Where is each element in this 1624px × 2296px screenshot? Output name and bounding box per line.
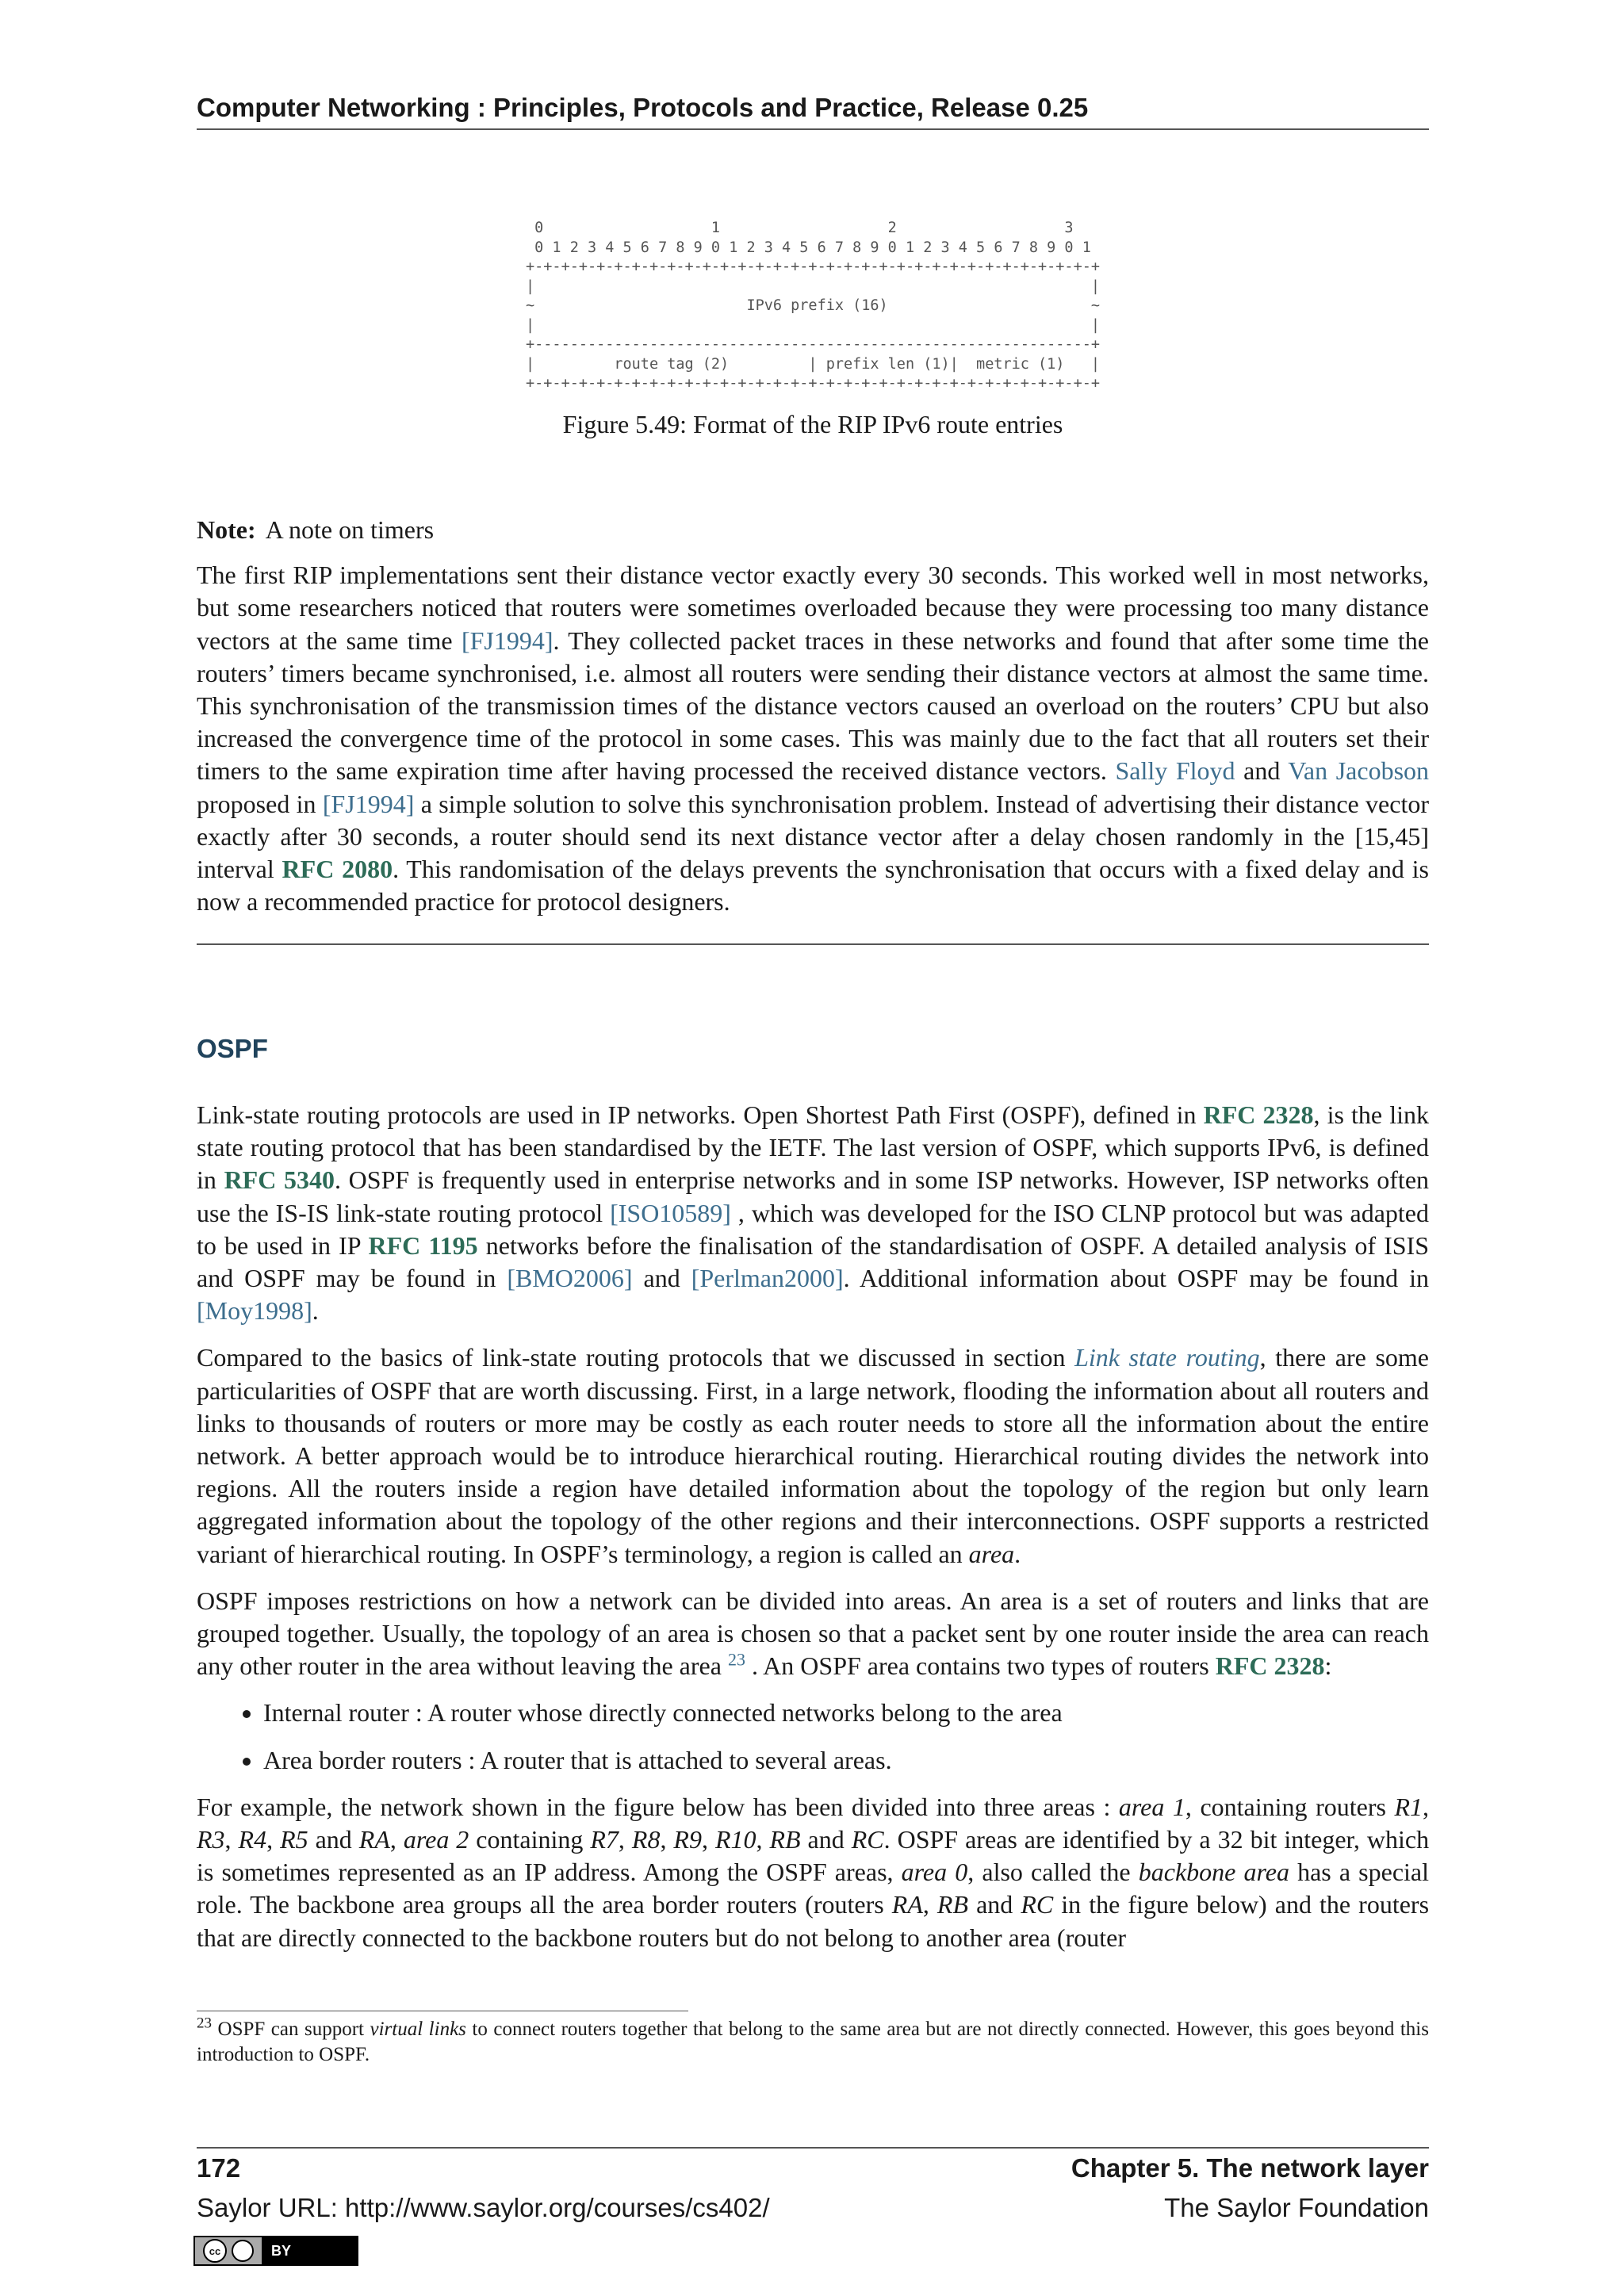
paragraph: Link-state routing protocols are used in IP networks. Open Shortest Path First (OSPF), defined in RFC 2328, is the link state routing protocol that has been standardised by the IETF. The last version of OSPF, which supports IPv6, is defined in RFC 5340. OSPF is frequently used in enterprise networks and in some ISP networks. However, ISP networks often use the IS-IS link-state routing protocol [ISO10589] , which was developed for the ISO CLNP protocol but was adapted to be used in IP RFC 1195 networks before the finalisation of the standardisation of OSPF. A detailed analysis of ISIS and OSPF may be found in [BMO2006] and [Perlman2000]. Additional information about OSPF may be found in [Moy1998]. [197,1100,1430,1326]
note-heading: A note on timers [265,515,435,544]
note-paragraph: The first RIP implementations sent their distance vector exactly every 30 seconds. This worked well in most networks, but some researchers noticed that routers were sometimes overloaded because they were processing too many distance vectors at the same time [FJ1994]. They collected packet traces in these networks and found that after some time the routers’ timers became synchronised, i.e. almost all routers were sending their distance vectors at almost the same time. This synchronisation of the transmission times of the distance vectors caused an overload on the routers’ CPU but also increased the convergence time of the protocol in some cases. This was mainly due to the fact that all routers set their timers to the same expiration time after having processed the received distance vectors. Sally Floyd and Van Jacobson proposed in [FJ1994] a simple solution to solve this synchronisation problem. Instead of advertising their distance vector exactly after 30 seconds, a router should send its next distance vector after a delay chosen randomly in the [15,45] interval RFC 2080. This randomisation of the delays prevents the synchronisation that occurs with a fixed delay and is now a recommended practice for protocol designers. [197,561,1430,916]
cc-by-label: BY [271,2242,292,2259]
citation-link[interactable]: [ISO10589] [610,1198,731,1227]
rfc-link[interactable]: RFC 2080 [282,855,393,884]
footer-divider [197,2147,1429,2149]
section-heading: OSPF [197,1034,268,1063]
route-entry-diagram: 0 1 2 3 0 1 2 3 4 5 6 7 8 9 0 1 2 3 4 5 6 7 8 9 0 1 2 3 4 5 6 7 8 9 0 1 +-+-+-+-+-+-+-+-+-+-+-+-+-+-+-+-+-+-+-+-+-+-+-+-+-+-+-+-+-+-+-+-+ | | ~ IPv6 prefix (16) ~ | | +---------------------------------------------------------------+ | route tag (2) | prefix len (1)| metric (1) | +-+-+-+-+-+-+-+-+-+-+-+-+-+-+-+-+-+-+-+-+-+-+-+-+-+-+-+-+-+-+-+-+ [526,220,1100,392]
section-link[interactable]: Link state routing [1074,1343,1260,1372]
cc-icon: cc [195,2237,262,2264]
ospf-section-body [197,1099,1429,1969]
figure-caption: Figure 5.49: Format of the RIP IPv6 route entries [562,409,1063,438]
rfc-link[interactable]: RFC 1195 [368,1230,478,1260]
saylor-url[interactable]: Saylor URL: http://www.saylor.org/courses/cs402/ [197,2193,770,2222]
note-box [197,514,1429,945]
foundation-label: The Saylor Foundation [1164,2193,1429,2222]
footnote: $^{23}$ OSPF can support virtual links to connect routers together that belong to the same area but are not directly connected. However, this goes beyond this introduction to OSPF. [197,2015,1429,2065]
footer-row [197,2193,1429,2223]
paragraph: For example, the network shown in the figure below has been divided into three areas : area 1, containing routers R1, R3, R4, R5 and RA, area 2 containing R7, R8, R9, R10, RB and RC. OSPF areas are identified by a 32 bit integer, which is sometimes represented as an IP address. Among the OSPF areas, area 0, also called the backbone area has a special role. The backbone area groups all the area border routers (routers RA, RB and RC in the figure below) and the routers that are directly connected to the backbone routers but do not belong to another area (router [197,1792,1430,1952]
running-header: Computer Networking : Principles, Protocols and Practice, Release 0.25 [197,89,1429,130]
rfc-link[interactable]: RFC 5340 [224,1165,335,1195]
paragraph: Compared to the basics of link-state routing protocols that we discussed in section Link state routing, there are some particularities of OSPF that are worth discussing. First, in a large network, flooding the information about all routers and links to thousands of routers or more may be costly as each router needs to store all the information about the entire network. A better approach would be to introduce hierarchical routing. Hierarchical routing divides the network into regions. All the routers inside a region have detailed information about the topology of the region but only learn aggregated information about the topology of the other regions and their interconnections. OSPF supports a restricted variant of hierarchical routing. In OSPF’s terminology, a region is called an area. [197,1343,1430,1568]
page-number: 172 [197,2153,241,2183]
rfc-link[interactable]: RFC 2328 [1203,1100,1314,1129]
citation-link[interactable]: [BMO2006] [507,1264,633,1293]
citation-link[interactable]: [FJ1994] [461,626,553,655]
list-item: • Area border routers : A router that is attached to several areas. [263,1744,1429,1777]
cc-license-badge[interactable] [193,2236,358,2266]
rip-ipv6-figure [197,219,1429,442]
note-title [197,514,1429,546]
footer-row [197,2153,1429,2183]
attribution-icon [232,2240,254,2262]
chapter-label: Chapter 5. The network layer [1071,2153,1429,2183]
person-link-sally-floyd[interactable]: Sally Floyd [1115,756,1235,786]
person-link-van-jacobson[interactable]: Van Jacobson [1288,756,1430,786]
paragraph: OSPF imposes restrictions on how a network can be divided into areas. An area is a set of routers and links that are grouped together. Usually, the topology of an area is chosen so that a packet sent by one router inside the area can reach any other router in the area without leaving the area $^{23}$ . An OSPF area contains two types of routers RFC 2328: [197,1586,1429,1681]
note-label: Note: [197,515,256,544]
router-types-list [197,1697,1429,1776]
list-item: • Internal router : A router whose directly connected networks belong to the area [263,1697,1429,1729]
footnote-number: 23 [197,2015,212,2032]
citation-link[interactable]: [Perlman2000] [691,1264,844,1293]
rfc-link[interactable]: RFC 2328 [1215,1651,1325,1681]
citation-link[interactable]: [Moy1998] [197,1296,312,1326]
footnote-ref[interactable]: 23 [727,1649,745,1670]
citation-link[interactable]: [FJ1994] [322,789,415,818]
